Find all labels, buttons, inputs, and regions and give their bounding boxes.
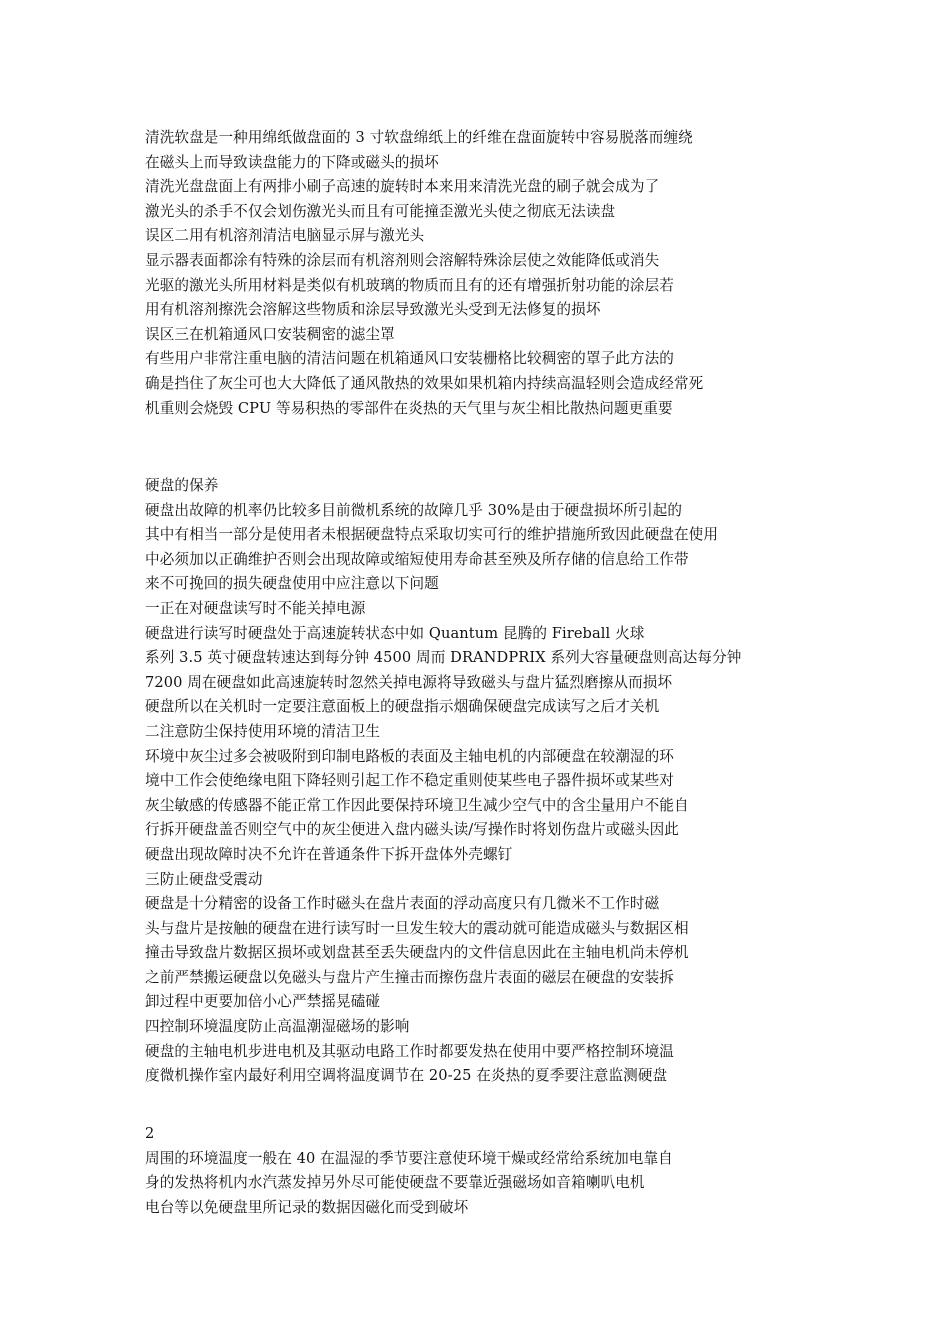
subheading-line: 一正在对硬盘读写时不能关掉电源 [145,599,366,617]
text-line: 之前严禁搬运硬盘以免磁头与盘片产生撞击而擦伤盘片表面的磁层在硬盘的安装拆 [145,968,674,986]
section-heading: 硬盘的保养 [145,477,219,494]
text-line: 其中有相当一部分是使用者未根据硬盘特点采取切实可行的维护措施所致因此硬盘在使用 [145,526,719,544]
text-line: 硬盘所以在关机时一定要注意面板上的硬盘指示烟确保硬盘完成读写之后才关机 [145,698,660,716]
text-line: 卸过程中更要加倍小心严禁摇晃磕碰 [145,993,381,1011]
text-section-page-2 [145,1122,835,1220]
text-line: 有些用户非常注重电脑的清洁问题在机箱通风口安装栅格比较稠密的罩子此方法的 [145,350,674,368]
text-line: 灰尘敏感的传感器不能正常工作因此要保持环境卫生减少空气中的含尘量用户不能自 [145,796,689,814]
subheading-line: 二注意防尘保持使用环境的清洁卫生 [145,722,381,740]
text-line: 硬盘的主轴电机步进电机及其驱动电路工作时都要发热在使用中要严格控制环境温 [145,1042,674,1060]
text-line: 硬盘是十分精密的设备工作时磁头在盘片表面的浮动高度只有几微米不工作时磁 [145,895,660,913]
text-line: 来不可挽回的损失硬盘使用中应注意以下问题 [145,575,439,593]
text-line: 清洗光盘盘面上有两排小刷子高速的旋转时本来用来清洗光盘的刷子就会成为了 [145,178,660,196]
text-line: 身的发热将机内水汽蒸发掉另外尽可能使硬盘不要靠近强磁场如音箱喇叭电机 [145,1174,645,1192]
text-line: 环境中灰尘过多会被吸附到印制电路板的表面及主轴电机的内部硬盘在较潮湿的环 [145,747,674,765]
text-line: 周围的环境温度一般在 40 在温湿的季节要注意使环境干燥或经常给系统加电靠自 [145,1149,673,1167]
text-line: 激光头的杀手不仅会划伤激光头而且有可能撞歪激光头使之彻底无法读盘 [145,202,616,220]
text-line: 7200 周在硬盘如此高速旋转时忽然关掉电源将导致磁头与盘片猛烈磨擦从而损坏 [145,673,673,691]
text-line: 中必须加以正确维护否则会出现故障或缩短使用寿命甚至殃及所存储的信息给工作带 [145,550,689,568]
text-line: 境中工作会使绝缘电阻下降轻则引起工作不稳定重则使某些电子器件损坏或某些对 [145,772,674,790]
text-line: 撞击导致盘片数据区损坏或划盘甚至丢失硬盘内的文件信息因此在主轴电机尚未停机 [145,944,689,962]
page-number: 2 [145,1125,155,1142]
text-section-cleaning-mistakes [145,126,835,421]
text-line: 光驱的激光头所用材料是类似有机玻璃的物质而且有的还有增强折射功能的涂层若 [145,276,674,294]
subheading-line: 三防止硬盘受震动 [145,870,263,888]
text-line: 电台等以免硬盘里所记录的数据因磁化而受到破坏 [145,1198,469,1216]
subheading-line: 四控制环境温度防止高温潮湿磁场的影响 [145,1018,410,1036]
text-line: 用有机溶剂擦洗会溶解这些物质和涂层导致激光头受到无法修复的损坏 [145,301,601,319]
text-line: 确是挡住了灰尘可也大大降低了通风散热的效果如果机箱内持续高温轻则会造成经常死 [145,374,704,392]
text-line: 在磁头上而导致读盘能力的下降或磁头的损坏 [145,153,439,171]
text-line: 头与盘片是按触的硬盘在进行读写时一旦发生较大的震动就可能造成磁头与数据区相 [145,919,689,937]
text-line: 机重则会烧毁 CPU 等易积热的零部件在炎热的天气里与灰尘相比散热问题更重要 [145,399,673,417]
text-line: 度微机操作室内最好利用空调将温度调节在 20-25 在炎热的夏季要注意监测硬盘 [145,1067,668,1085]
text-section-hard-disk-maintenance [145,474,835,1089]
text-line: 硬盘出故障的机率仍比较多目前微机系统的故障几乎 30%是由于硬盘损坏所引起的 [145,501,683,519]
subheading-line: 误区三在机箱通风口安装稠密的滤尘罩 [145,325,395,343]
text-line: 硬盘出现故障时决不允许在普通条件下拆开盘体外壳螺钉 [145,845,513,863]
text-line: 硬盘进行读写时硬盘处于高速旋转状态中如 Quantum 昆腾的 Fireball 火球 [145,624,645,642]
subheading-line: 误区二用有机溶剂清洁电脑显示屏与激光头 [145,227,425,245]
text-line: 清洗软盘是一种用绵纸做盘面的 3 寸软盘绵纸上的纤维在盘面旋转中容易脱落而缠绕 [145,129,693,146]
text-line: 显示器表面都涂有特殊的涂层而有机溶剂则会溶解特殊涂层使之效能降低或消失 [145,251,660,269]
text-line: 行拆开硬盘盖否则空气中的灰尘便进入盘内磁头读/写操作时将划伤盘片或磁头因此 [145,821,679,839]
text-line: 系列 3.5 英寸硬盘转速达到每分钟 4500 周而 DRANDPRIX 系列大容量硬盘则高达每分钟 [145,649,742,667]
